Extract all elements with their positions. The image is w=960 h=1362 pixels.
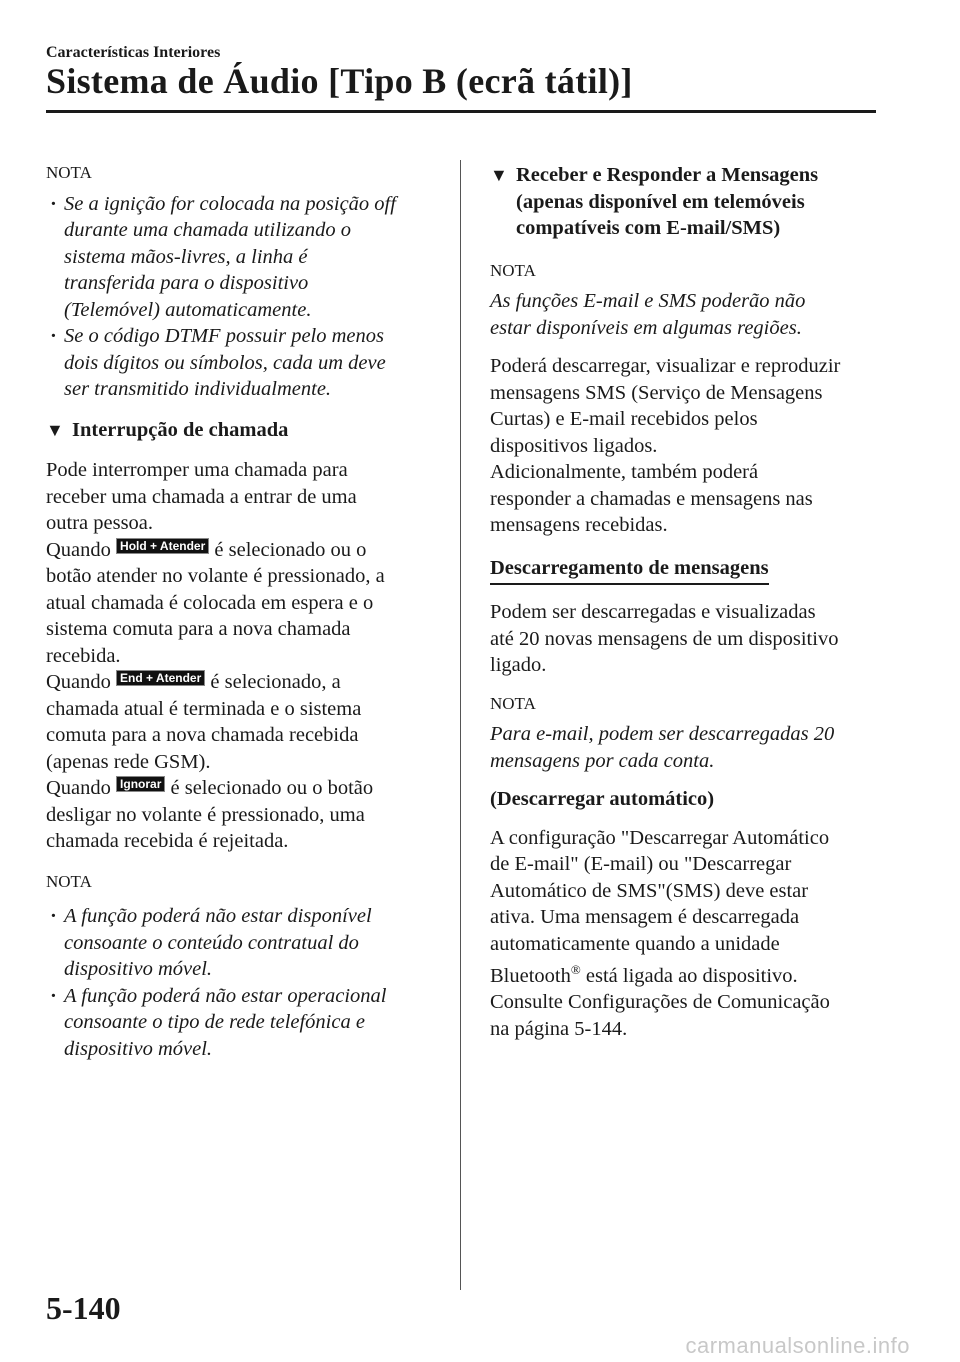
left-column bbox=[46, 160, 446, 1062]
column-divider bbox=[460, 160, 461, 1290]
text-line: Curtas) e E-mail recebidos pelos bbox=[490, 408, 758, 430]
text-line: ligado. bbox=[490, 654, 547, 676]
text: está ligada ao dispositivo. bbox=[580, 964, 798, 987]
note-text bbox=[490, 288, 890, 341]
paragraph bbox=[490, 353, 890, 539]
note-bullet bbox=[46, 191, 446, 324]
section-heading bbox=[46, 417, 446, 444]
text: é selecionado, a bbox=[210, 671, 341, 693]
text-line: · Se o código DTMF possuir pelo menos bbox=[64, 325, 385, 347]
text-line: dispositivo móvel. bbox=[64, 1037, 213, 1060]
text-line: botão atender no volante é pressionado, a bbox=[46, 565, 385, 587]
text-line: dispositivos ligados. bbox=[490, 434, 658, 457]
text-line bbox=[490, 957, 890, 989]
registered-mark: ® bbox=[570, 962, 581, 977]
section-heading bbox=[490, 162, 890, 242]
ignore-button: Ignorar bbox=[116, 776, 165, 792]
text-line: mensagens por cada conta. bbox=[490, 749, 715, 772]
text-line: (Telemóvel) automaticamente. bbox=[64, 298, 312, 321]
hold-answer-button: Hold + Atender bbox=[116, 538, 209, 554]
text-line: · A função poderá não estar operacional bbox=[64, 984, 387, 1007]
text-line: A configuração "Descarregar Automático bbox=[490, 826, 830, 849]
text-line: As funções E-mail e SMS poderão não bbox=[490, 290, 806, 312]
text-line bbox=[46, 775, 446, 802]
note-bullet bbox=[46, 983, 446, 1063]
text-line: estar disponíveis em algumas regiões. bbox=[490, 316, 802, 339]
text-line bbox=[46, 669, 446, 696]
heading-text: Interrupção de chamada bbox=[72, 418, 289, 441]
text-line: Adicionalmente, também poderá bbox=[490, 461, 759, 483]
text-line: Poderá descarregar, visualizar e reproduzir bbox=[490, 355, 841, 377]
text-line: mensagens SMS (Serviço de Mensagens bbox=[490, 381, 823, 404]
text-line: Consulte Configurações de Comunicação bbox=[490, 991, 830, 1014]
text-line: receber uma chamada a entrar de uma bbox=[46, 485, 357, 508]
text: Quando bbox=[46, 777, 111, 799]
text: Bluetooth bbox=[490, 964, 571, 987]
text-line: Pode interromper uma chamada para bbox=[46, 459, 348, 481]
text-line: dispositivo móvel. bbox=[64, 958, 213, 980]
text-line: Para e-mail, podem ser descarregadas 20 bbox=[490, 723, 835, 745]
text-line: compatíveis com E-mail/SMS) bbox=[516, 217, 781, 239]
note-bullet bbox=[46, 323, 446, 403]
text-line: ativa. Uma mensagem é descarregada bbox=[490, 906, 800, 928]
page-title: Sistema de Áudio [Tipo B (ecrã tátil)] bbox=[46, 61, 633, 101]
text-line bbox=[46, 537, 446, 564]
text-line: atual chamada é colocada em espera e o bbox=[46, 591, 374, 614]
text-line: transferida para o dispositivo bbox=[64, 272, 309, 294]
note-text bbox=[490, 721, 890, 774]
header-divider bbox=[46, 110, 876, 113]
note-label: NOTA bbox=[490, 693, 536, 713]
end-answer-button: End + Atender bbox=[116, 670, 205, 686]
text-line: Podem ser descarregadas e visualizadas bbox=[490, 601, 816, 623]
text-line: (apenas disponível em telemóveis bbox=[516, 190, 805, 213]
note-label: NOTA bbox=[490, 260, 536, 280]
text-line: de E-mail" (E-mail) ou "Descarregar bbox=[490, 853, 792, 875]
text-line: na página 5-144. bbox=[490, 1017, 628, 1040]
watermark: carmanualsonline.info bbox=[685, 1333, 910, 1358]
text: é selecionado ou o botão bbox=[170, 777, 374, 799]
text-line: até 20 novas mensagens de um dispositivo bbox=[490, 627, 839, 650]
text-line: (apenas rede GSM). bbox=[46, 750, 211, 773]
text-line: consoante o tipo de rede telefónica e bbox=[64, 1011, 365, 1033]
paragraph-ignore bbox=[46, 775, 446, 855]
text-line: chamada atual é terminada e o sistema bbox=[46, 697, 362, 720]
triangle-down-icon: ▼ bbox=[46, 419, 64, 440]
text-line: desligar no volante é pressionado, uma bbox=[46, 803, 365, 826]
subheading-auto-download: (Descarregar automático) bbox=[490, 788, 715, 810]
paragraph-end-answer bbox=[46, 669, 446, 775]
text-line: Automático de SMS"(SMS) deve estar bbox=[490, 879, 809, 902]
note-label: NOTA bbox=[46, 871, 92, 891]
paragraph bbox=[490, 825, 890, 1043]
paragraph bbox=[46, 457, 446, 537]
text-line: automaticamente quando a unidade bbox=[490, 932, 780, 955]
text-line: mensagens recebidas. bbox=[490, 514, 668, 536]
text-line: Receber e Responder a Mensagens bbox=[516, 164, 819, 186]
text: Quando bbox=[46, 538, 111, 561]
text-line: consoante o conteúdo contratual do bbox=[64, 931, 359, 954]
text-line: durante uma chamada utilizando o bbox=[64, 219, 351, 241]
text-line: · A função poderá não estar disponível bbox=[64, 905, 372, 927]
text-line: responder a chamadas e mensagens nas bbox=[490, 487, 813, 510]
text-line: comuta para a nova chamada recebida bbox=[46, 724, 359, 746]
text-line: sistema mãos-livres, a linha é bbox=[64, 245, 308, 268]
note-label: NOTA bbox=[46, 163, 92, 182]
right-column bbox=[490, 160, 890, 1054]
text-line: sistema comuta para a nova chamada bbox=[46, 618, 351, 640]
text-line: chamada recebida é rejeitada. bbox=[46, 830, 289, 852]
paragraph-hold-answer bbox=[46, 537, 446, 670]
heading-text bbox=[516, 162, 818, 242]
text-line: dois dígitos ou símbolos, cada um deve bbox=[64, 351, 386, 374]
note-bullet bbox=[46, 903, 446, 983]
section-label: Características Interiores bbox=[46, 44, 221, 61]
text-line: recebida. bbox=[46, 644, 121, 667]
page-number: 5-140 bbox=[46, 1290, 121, 1326]
text-line: · Se a ignição for colocada na posição off bbox=[64, 192, 396, 215]
paragraph bbox=[490, 599, 890, 679]
text-line: outra pessoa. bbox=[46, 512, 154, 534]
text-line: ser transmitido individualmente. bbox=[64, 378, 332, 400]
text: Quando bbox=[46, 671, 111, 693]
subheading: Descarregamento de mensagens bbox=[490, 555, 769, 586]
triangle-down-icon: ▼ bbox=[490, 165, 508, 185]
text: é selecionado ou o bbox=[214, 538, 367, 561]
